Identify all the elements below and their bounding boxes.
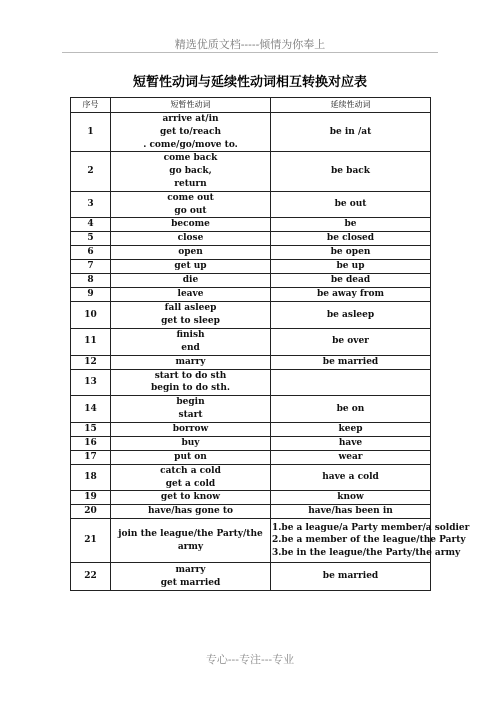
long-verb-line: wear: [338, 451, 363, 462]
long-verb-cell: [271, 288, 431, 302]
long-verb-line: be on: [336, 403, 365, 414]
short-verb-line: come back: [163, 153, 218, 164]
short-verb-line: marry: [175, 356, 206, 367]
short-verb-line: arrive at/in: [162, 114, 219, 124]
table-row: [71, 355, 431, 369]
table-row: [71, 302, 431, 329]
long-verb-cell: [271, 328, 431, 355]
long-verb-cell: [271, 152, 431, 191]
long-verb-cell: [271, 505, 431, 519]
row-number: 13: [71, 369, 111, 396]
short-verb-line: go out: [174, 205, 207, 216]
table-row: [71, 396, 431, 423]
table-row: [71, 491, 431, 505]
table-row: [71, 464, 431, 491]
long-verb-cell: [271, 464, 431, 491]
long-verb-cell: [271, 191, 431, 218]
long-verb-cell: [271, 232, 431, 246]
long-verb-line: be: [344, 219, 357, 230]
short-verb-cell: [111, 464, 271, 491]
short-verb-line: have/has gone to: [147, 506, 234, 517]
short-verb-line: get married: [160, 577, 221, 588]
long-verb-line: be over: [332, 336, 369, 347]
short-verb-cell: [111, 519, 271, 563]
long-verb-cell: [271, 246, 431, 260]
short-verb-line: go back,: [169, 166, 212, 177]
long-verb-line: 3.be in the league/the Party/the army: [272, 548, 461, 559]
long-verb-line: have: [338, 437, 363, 448]
row-number: 1: [71, 113, 111, 152]
short-verb-line: catch a cold: [160, 465, 221, 476]
short-verb-cell: [111, 450, 271, 464]
long-verb-line: be married: [322, 571, 379, 582]
long-verb-cell: [271, 302, 431, 329]
table-header-row: [71, 98, 431, 113]
long-verb-line: 2.be a member of the league/the Party: [272, 535, 466, 546]
long-verb-cell: [271, 450, 431, 464]
long-verb-line: keep: [338, 423, 363, 434]
short-verb-cell: [111, 369, 271, 396]
long-verb-cell: [271, 113, 431, 152]
short-verb-line: close: [177, 233, 204, 244]
short-verb-line: borrow: [172, 423, 209, 434]
short-verb-cell: [111, 328, 271, 355]
row-number: 12: [71, 355, 111, 369]
header-divider: [62, 52, 438, 53]
table-row: [71, 369, 431, 396]
short-verb-line: become: [171, 219, 210, 230]
row-number: 19: [71, 491, 111, 505]
short-verb-line: leave: [177, 289, 204, 300]
short-verb-line: put on: [174, 451, 207, 462]
long-verb-line: know: [337, 492, 364, 503]
long-verb-cell: [271, 436, 431, 450]
short-verb-line: join the league/the Party/the: [118, 529, 263, 540]
verb-conversion-table: [70, 97, 470, 591]
short-verb-line: come out: [167, 192, 214, 203]
short-verb-cell: [111, 422, 271, 436]
column-header-number: 序号: [71, 98, 111, 113]
row-number: 3: [71, 191, 111, 218]
short-verb-cell: [111, 191, 271, 218]
table-row: [71, 113, 431, 152]
row-number: 8: [71, 274, 111, 288]
table-row: [71, 450, 431, 464]
long-verb-cell: [271, 355, 431, 369]
table-row: [71, 152, 431, 191]
short-verb-cell: [111, 491, 271, 505]
long-verb-line: be asleep: [326, 309, 375, 320]
short-verb-line: get up: [174, 261, 207, 272]
table-row: [71, 218, 431, 232]
column-header-short-verb: 短暂性动词: [111, 98, 271, 113]
table-row: [71, 191, 431, 218]
table-row: [71, 505, 431, 519]
table-row: [71, 519, 431, 563]
table-row: [71, 288, 431, 302]
short-verb-cell: [111, 505, 271, 519]
short-verb-line: buy: [181, 437, 200, 448]
table-row: [71, 260, 431, 274]
long-verb-line: be up: [336, 261, 365, 272]
row-number: 18: [71, 464, 111, 491]
long-verb-cell: [271, 218, 431, 232]
row-number: 20: [71, 505, 111, 519]
short-verb-cell: [111, 113, 271, 152]
short-verb-line: marry: [175, 565, 206, 576]
long-verb-line: be in /at: [329, 126, 372, 137]
short-verb-line: start: [178, 409, 203, 420]
row-number: 10: [71, 302, 111, 329]
row-number: 2: [71, 152, 111, 191]
short-verb-cell: [111, 288, 271, 302]
long-verb-line: be closed: [326, 233, 375, 244]
document-title: 短暂性动词与延续性动词相互转换对应表: [132, 75, 367, 90]
table-row: [71, 328, 431, 355]
long-verb-line: be back: [331, 166, 370, 177]
short-verb-line: finish: [176, 329, 205, 340]
short-verb-line: army: [177, 541, 204, 552]
short-verb-cell: [111, 436, 271, 450]
short-verb-cell: [111, 260, 271, 274]
table-row: [71, 232, 431, 246]
short-verb-line: open: [178, 247, 203, 258]
table-row: [71, 422, 431, 436]
short-verb-line: begin to do sth.: [150, 383, 231, 394]
row-number: 4: [71, 218, 111, 232]
table-body: [71, 113, 470, 591]
table-row: [71, 274, 431, 288]
row-number: 17: [71, 450, 111, 464]
long-verb-line: be out: [334, 199, 367, 210]
short-verb-cell: [111, 218, 271, 232]
long-verb-cell: [271, 491, 431, 505]
page-footer: 专心---专注---专业: [205, 653, 295, 666]
short-verb-line: fall asleep: [164, 303, 217, 314]
long-verb-line: 1.be a league/a Party member/a soldier: [272, 522, 470, 533]
table-row: [71, 246, 431, 260]
short-verb-cell: [111, 396, 271, 423]
long-verb-line: have a cold: [322, 472, 379, 483]
short-verb-cell: [111, 563, 271, 591]
short-verb-line: get to sleep: [161, 316, 220, 327]
long-verb-cell: [271, 396, 431, 423]
short-verb-line: get to know: [160, 492, 221, 503]
short-verb-line: get to/reach: [159, 126, 222, 137]
long-verb-cell: [271, 422, 431, 436]
long-verb-cell: [271, 274, 431, 288]
column-header-long-verb: 延续性动词: [271, 98, 431, 113]
row-number: 6: [71, 246, 111, 260]
short-verb-line: die: [182, 275, 199, 286]
row-number: 11: [71, 328, 111, 355]
long-verb-cell: [271, 369, 431, 396]
short-verb-cell: [111, 274, 271, 288]
long-verb-cell: [271, 519, 470, 563]
short-verb-line: get a cold: [165, 478, 216, 489]
row-number: 14: [71, 396, 111, 423]
row-number: 9: [71, 288, 111, 302]
short-verb-cell: [111, 232, 271, 246]
short-verb-line: begin: [176, 397, 205, 408]
table-row: [71, 563, 431, 591]
long-verb-cell: [271, 260, 431, 274]
row-number: 7: [71, 260, 111, 274]
row-number: 21: [71, 519, 111, 563]
short-verb-cell: [111, 355, 271, 369]
short-verb-cell: [111, 246, 271, 260]
row-number: 22: [71, 563, 111, 591]
long-verb-line: be open: [330, 247, 371, 258]
short-verb-cell: [111, 302, 271, 329]
table-row: [71, 436, 431, 450]
long-verb-line: be away from: [316, 289, 385, 300]
short-verb-line: return: [174, 178, 207, 189]
short-verb-cell: [111, 152, 271, 191]
long-verb-line: be dead: [330, 275, 371, 286]
short-verb-line: . come/go/move to.: [143, 139, 238, 150]
long-verb-line: be married: [322, 356, 379, 367]
row-number: 15: [71, 422, 111, 436]
long-verb-cell: [271, 563, 431, 591]
row-number: 5: [71, 232, 111, 246]
long-verb-line: have/has been in: [308, 506, 393, 517]
page-header: 精选优质文档-----倾情为你奉上: [174, 38, 326, 51]
short-verb-line: start to do sth: [154, 370, 227, 381]
row-number: 16: [71, 436, 111, 450]
short-verb-line: end: [181, 342, 200, 353]
